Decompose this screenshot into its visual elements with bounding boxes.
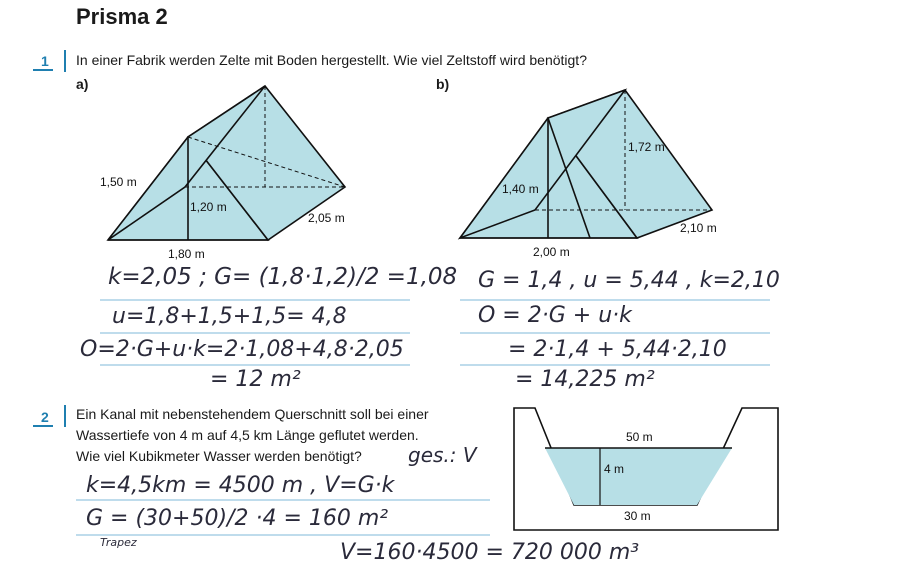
work-2-line-3: V=160·4500 = 720 000 m³ (340, 540, 640, 565)
task-2-line-3: Wie viel Kubikmeter Wasser werden benötigt? (76, 448, 362, 464)
work-2-ges: ges.: V (408, 443, 477, 467)
work-a-line-1: k=2,05 ; G= (1,8·1,2)/2 =1,08 (108, 264, 458, 290)
dim-b-length: 2,10 m (680, 221, 717, 235)
page-title: Prisma 2 (76, 4, 168, 29)
work-2-trapez-label: Trapez (100, 536, 137, 549)
dim-a-length: 2,05 m (308, 211, 345, 225)
dim-a-slant: 1,50 m (100, 175, 137, 189)
subtask-a-label: a) (76, 76, 89, 92)
prism-a-figure (100, 86, 345, 261)
dim-a-base: 1,80 m (168, 247, 205, 261)
work-b-line-1: G = 1,4 , u = 5,44 , k=2,10 (478, 268, 780, 293)
work-b-line-2: O = 2·G + u·k (478, 303, 632, 328)
task-2-line-1: Ein Kanal mit nebenstehendem Querschnitt soll bei einer (76, 406, 429, 422)
dim-b-slant: 1,72 m (628, 140, 665, 154)
task-1-text: In einer Fabrik werden Zelte mit Boden hergestellt. Wie viel Zeltstoff wird benötigt? (76, 52, 587, 68)
task-number-1: 1 (33, 53, 53, 71)
task-2-line-2: Wassertiefe von 4 m auf 4,5 km Länge geflutet werden. (76, 427, 419, 443)
dim-canal-top: 50 m (626, 430, 653, 444)
dim-canal-depth: 4 m (604, 462, 625, 476)
work-b-line-4: = 14,225 m² (515, 367, 655, 392)
canal-figure (514, 408, 778, 530)
dim-b-base: 2,00 m (533, 245, 570, 259)
subtask-b-label: b) (436, 76, 450, 92)
dim-b-height: 1,40 m (502, 182, 539, 196)
prism-b-figure (460, 90, 717, 259)
work-2-line-1: k=4,5km = 4500 m , V=G·k (86, 473, 395, 498)
work-a-line-3: O=2·G+u·k=2·1,08+4,8·2,05 (80, 337, 404, 362)
work-b-line-3: = 2·1,4 + 5,44·2,10 (508, 337, 727, 362)
work-a-line-4: = 12 m² (210, 367, 301, 392)
dim-a-height: 1,20 m (190, 200, 227, 214)
dim-canal-bottom: 30 m (624, 509, 651, 523)
work-2-line-2: G = (30+50)/2 ·4 = 160 m² (86, 506, 389, 531)
work-a-line-2: u=1,8+1,5+1,5= 4,8 (112, 304, 347, 329)
task-number-2: 2 (33, 409, 53, 427)
task-divider-2 (64, 405, 66, 427)
